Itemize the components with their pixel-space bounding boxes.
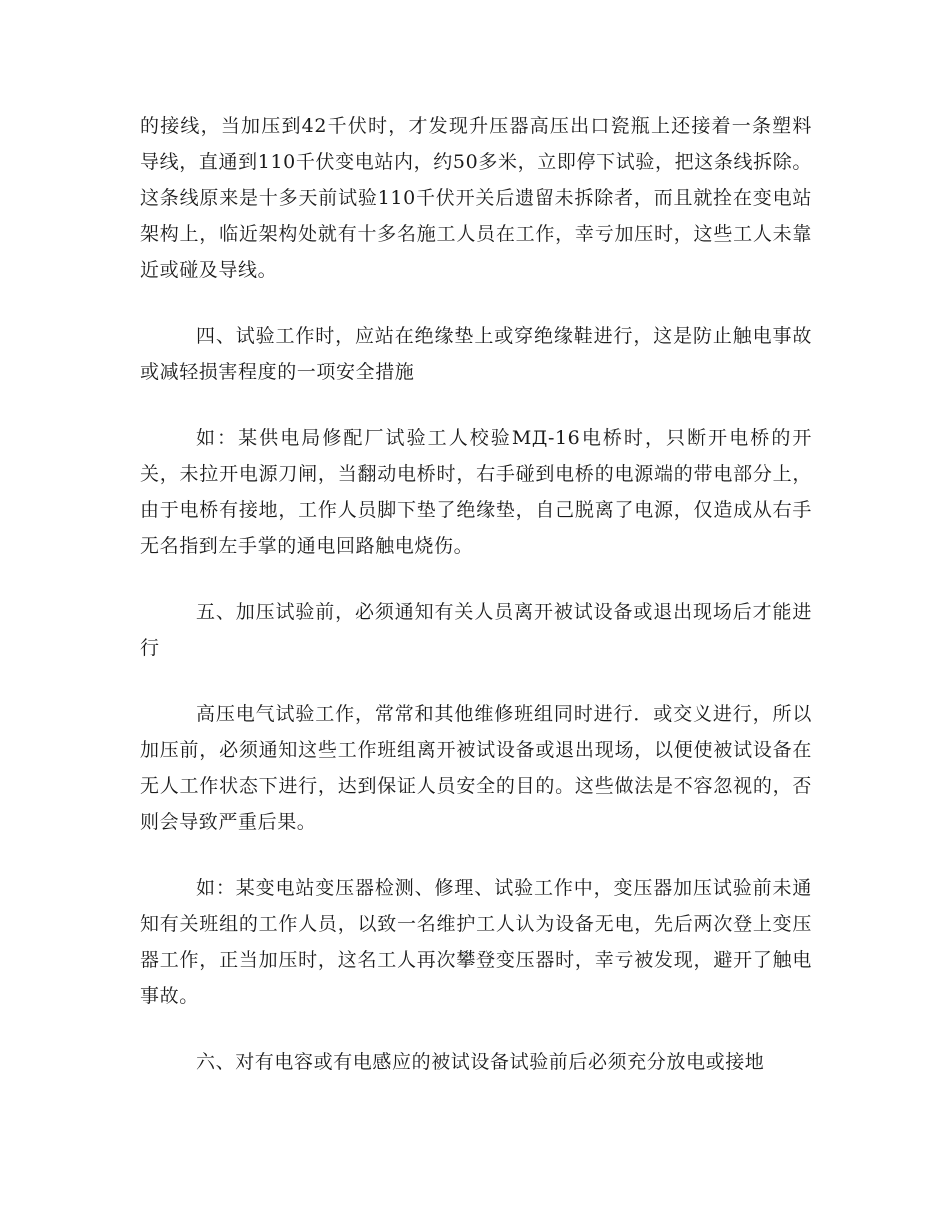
section-heading-6: 六、对有电容或有电感应的被试设备试验前后必须充分放电或接地 — [196, 1051, 765, 1073]
example-paragraph: 如：某供电局修配厂试验工人校验MД-16电桥时，只断开电桥的开关，未拉开电源刀闸，当翻动电桥时，右手碰到电桥的电源端的带电部分上，由于电桥有接地，工作人员脚下垫了绝缘垫，自己脱离了电源，仅造成从右手无名指到左手掌的通电回路触电烧伤。 — [140, 427, 812, 557]
example-paragraph: 如：某变电站变压器检测、修理、试验工作中，变压器加压试验前未通知有关班组的工作人员，以致一名维护工人认为设备无电，先后两次登上变压器工作，正当加压时，这名工人再次攀登变压器时，幸亏被发现，避开了触电事故。 — [140, 877, 812, 1007]
paragraph-continuation: 的接线，当加压到42千伏时，才发现升压器高压出口瓷瓶上还接着一条塑料导线，直通到110千伏变电站内，约50多米，立即停下试验，把这条线拆除。这条线原来是十多天前试验110千伏开关后遗留未拆除者，而且就拴在变电站架构上，临近架构处就有十多名施工人员在工作，幸亏加压时，这些工人未靠近或碰及导线。 — [140, 115, 812, 281]
section-heading-4: 四、试验工作时，应站在绝缘垫上或穿绝缘鞋进行，这是防止触电事故或减轻损害程度的一项安全措施 — [140, 325, 812, 383]
section-heading-5: 五、加压试验前，必须通知有关人员离开被试设备或退出现场后才能进行 — [140, 601, 812, 659]
document-body — [140, 108, 812, 1110]
body-paragraph: 高压电气试验工作，常常和其他维修班组同时进行．或交义进行，所以加压前，必须通知这些工作班组离开被试设备或退出现场，以便使被试设备在无人工作状态下进行，达到保证人员安全的目的。这些做法是不容忽视的，否则会导致严重后果。 — [140, 703, 812, 833]
